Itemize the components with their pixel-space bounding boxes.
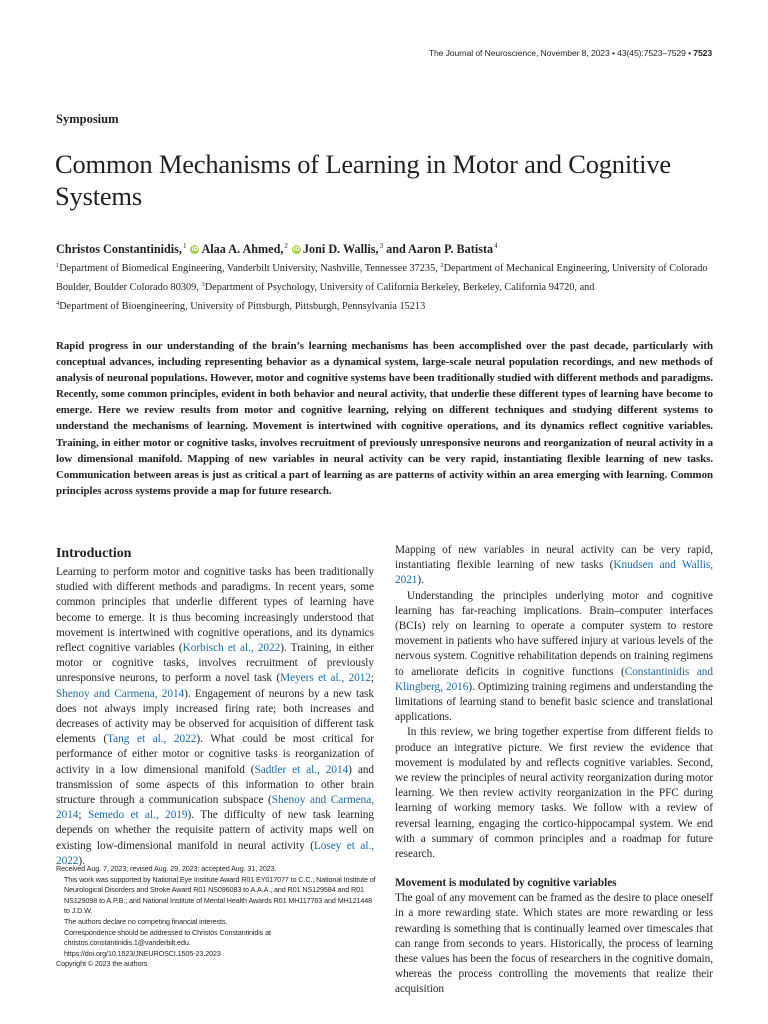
footnote-copyright: Copyright © 2023 the authors [56,959,148,969]
footnote-competing-interests: The authors declare no competing financial interests. [64,916,228,926]
citation-link[interactable]: Semedo et al., 2019 [87,809,188,822]
orcid-icon[interactable]: iD [191,246,199,253]
affiliations: $^1$Department of Biomedical Engineering, Vanderbilt University, Nashville, Tennessee 37235, $^2$Department of Mechanical Engineering, University of Colorado Boulder, Boulder Colorado 80309, $^3$Department of Psychology, University of California Berkeley, Berkeley, California 94720, and $^4$Department of Bioengineering, University of Pittsburgh, Pittsburgh, Pennsylvania 15213 [56,262,708,312]
right-column [395,543,713,998]
running-head [300,48,712,58]
footnote-dates: Received Aug. 7, 2023; revised Aug. 29, 2023; accepted Aug. 31, 2023. [56,864,277,873]
left-column [56,545,374,869]
affiliation-1: Department of Biomedical Engineering, Vanderbilt University, Nashville, Tennessee 37235, [59,263,441,274]
section-heading-movement: Movement is modulated by cognitive variables [395,877,617,890]
affiliation-4: Department of Bioengineering, University of Pittsburgh, Pittsburgh, Pennsylvania 15213 [59,301,426,312]
intro-paragraph-3: Understanding the principles underlying motor and cognitive learning has far-reaching implications. Brain–computer interfaces (BCIs) rely on learning to operate a computer system to restore movement in patients who have suffered injury at various levels of the nervous system. Cognitive rehabilitation depends on training regimens to ameliorate deficits in cognitive functions (Constantinidis and Klingberg, 2016). Optimizing training regimens and understanding the limitations of learning stand to benefit basic science and translational applications. [395,589,714,724]
orcid-icon[interactable]: iD [292,246,300,253]
section-label: Symposium [56,112,119,126]
citation-link[interactable]: Sadtler et al., 2014 [254,763,349,776]
intro-paragraph-4: In this review, we bring together expertise from different fields to produce an integrative picture. We first review the evidence that movement is modulated by and reflects cognitive variables. Second, we review the principles of neural activity reorganization during motor learning. We then review activity reorganization in the PFC during learning of working memory tasks. We follow with a review of reversal learning, engaging the cortico-hippocampal system. We end with a summary of common principles and a roadmap for future research. [395,726,713,861]
citation-link[interactable]: Knudsen and Wallis, 2021 [395,559,713,587]
affiliation-3: Department of Psychology, University of California Berkeley, Berkeley, California 94720, and [204,282,595,293]
intro-paragraph-1: Learning to perform motor and cognitive tasks has been traditionally studied with different methods and paradigms. In recent years, some common principles that underlie different types of learning have become to emerge. It is thus becoming increasingly understood that movement is intertwined with cognitive operations, and its dynamics reflect cognitive variables (Korbisch et al., 2022). Training, in either motor or cognitive tasks, involves recruitment of previously unresponsive neurons, to perform a novel task (Meyers et al., 2012; Shenoy and Carmena, 2014). Engagement of neurons by a new task does not always imply increased firing rate; both increases and decreases of activity may be observed for acquisition of different task elements (Tang et al., 2022). What could be most critical for performance of either motor or cognitive tasks is reorganization of activity in a low dimensional manifold (Sadtler et al., 2014) and transmission of some aspects of this information to other brain structure through a communication subspace (Shenoy and Carmena, 2014; Semedo et al., 2019). The difficulty of new task learning depends on whether the requisite pattern of activity maps well on existing low-dimensional manifold in neural activity (Losey et al., 2022). [56,566,375,867]
running-head-text: The Journal of Neuroscience, November 8, 2023 • 43(45):7523–7529 • [428,48,691,58]
page-number: 7523 [693,48,712,58]
citation-link[interactable]: Meyers et al., 2012 [280,672,371,685]
movement-paragraph-1: The goal of any movement can be framed as the desire to place oneself in a more rewarding state. Which states are more rewarding or less rewarding is something that is continually learned over timescales that can range from seconds to years. Historically, the process of learning these values has been the focus of researchers in the cognitive domain, whereas the process controlling the movements that realize their acquisition [395,892,713,996]
author-2[interactable]: Alaa A. Ahmed,$^2$ [201,242,288,256]
author-list [56,238,716,257]
footnote-funding: This work was supported by National Eye Institute Award R01 EY017077 to C.C.; National Institute of Neurological Disorders and Stroke Award R01 NS096083 to A.A.A., and R01 NS129584 and R01 NS129098 to A.P.B.; and National Institute of Mental Health Awards R01 MH117763 and MH121448 to J.D.W. [64,874,376,916]
intro-paragraph-2-cont: Mapping of new variables in neural activity can be very rapid, instantiating flexible learning of new tasks (Knudsen and Wallis, 2021). [395,544,713,587]
author-3[interactable]: Joni D. Wallis,$^3$ [302,242,384,256]
author-1[interactable]: Christos Constantinidis,$^1$ [56,242,187,256]
citation-link[interactable]: Shenoy and Carmena, 2014 [56,687,185,700]
citation-link[interactable]: Tang et al., 2022 [107,733,197,746]
citation-link[interactable]: Constantinidis and Klingberg, 2016 [395,665,714,693]
citation-link[interactable]: Losey et al., 2022 [56,839,374,867]
citation-link[interactable]: Korbisch et al., 2022 [182,642,281,655]
article-title: Common Mechanisms of Learning in Motor and Cognitive Systems [55,149,671,211]
footnotes [56,864,378,970]
footnote-doi-link[interactable]: https://doi.org/10.1523/JNEUROSCI.1505-23.2023 [64,948,221,958]
citation-link[interactable]: Shenoy and Carmena, 2014 [56,794,375,822]
author-4[interactable]: and Aaron P. Batista$^4$ [386,242,498,256]
abstract: Rapid progress in our understanding of the brain’s learning mechanisms has been accomplished over the past decade, particularly with conceptual advances, including representing behavior as a dynamical system, large-scale neural population recordings, and new methods of analysis of neuronal populations. However, motor and cognitive systems have been traditionally studied with different methods and paradigms. Recently, some common principles, evident in both behavior and neural activity, that underlie these different types of learning have become to emerge. Here we review results from motor and cognitive learning, relying on different techniques and studying different systems to understand the mechanisms of learning. Movement is intertwined with cognitive operations, and its dynamics reflect cognitive variables. Training, in either motor or cognitive tasks, involves recruitment of previously unresponsive neurons and reorganization of neural activity in a low dimensional manifold. Mapping of new variables in neural activity can be very rapid, instantiating flexible learning of new tasks. Communication between areas is just as critical a part of learning as are patterns of activity within an area emerging with learning. Common principles across systems provide a map for future research. [56,340,713,497]
footnote-correspondence[interactable]: Correspondence should be addressed to Christos Constantinidis at christos.constantinidis.1@vanderbilt.edu. [64,927,271,948]
introduction-heading: Introduction [56,546,132,561]
affiliation-2: Department of Mechanical Engineering, University of Colorado Boulder, Boulder Colorado 80309, [56,263,708,293]
